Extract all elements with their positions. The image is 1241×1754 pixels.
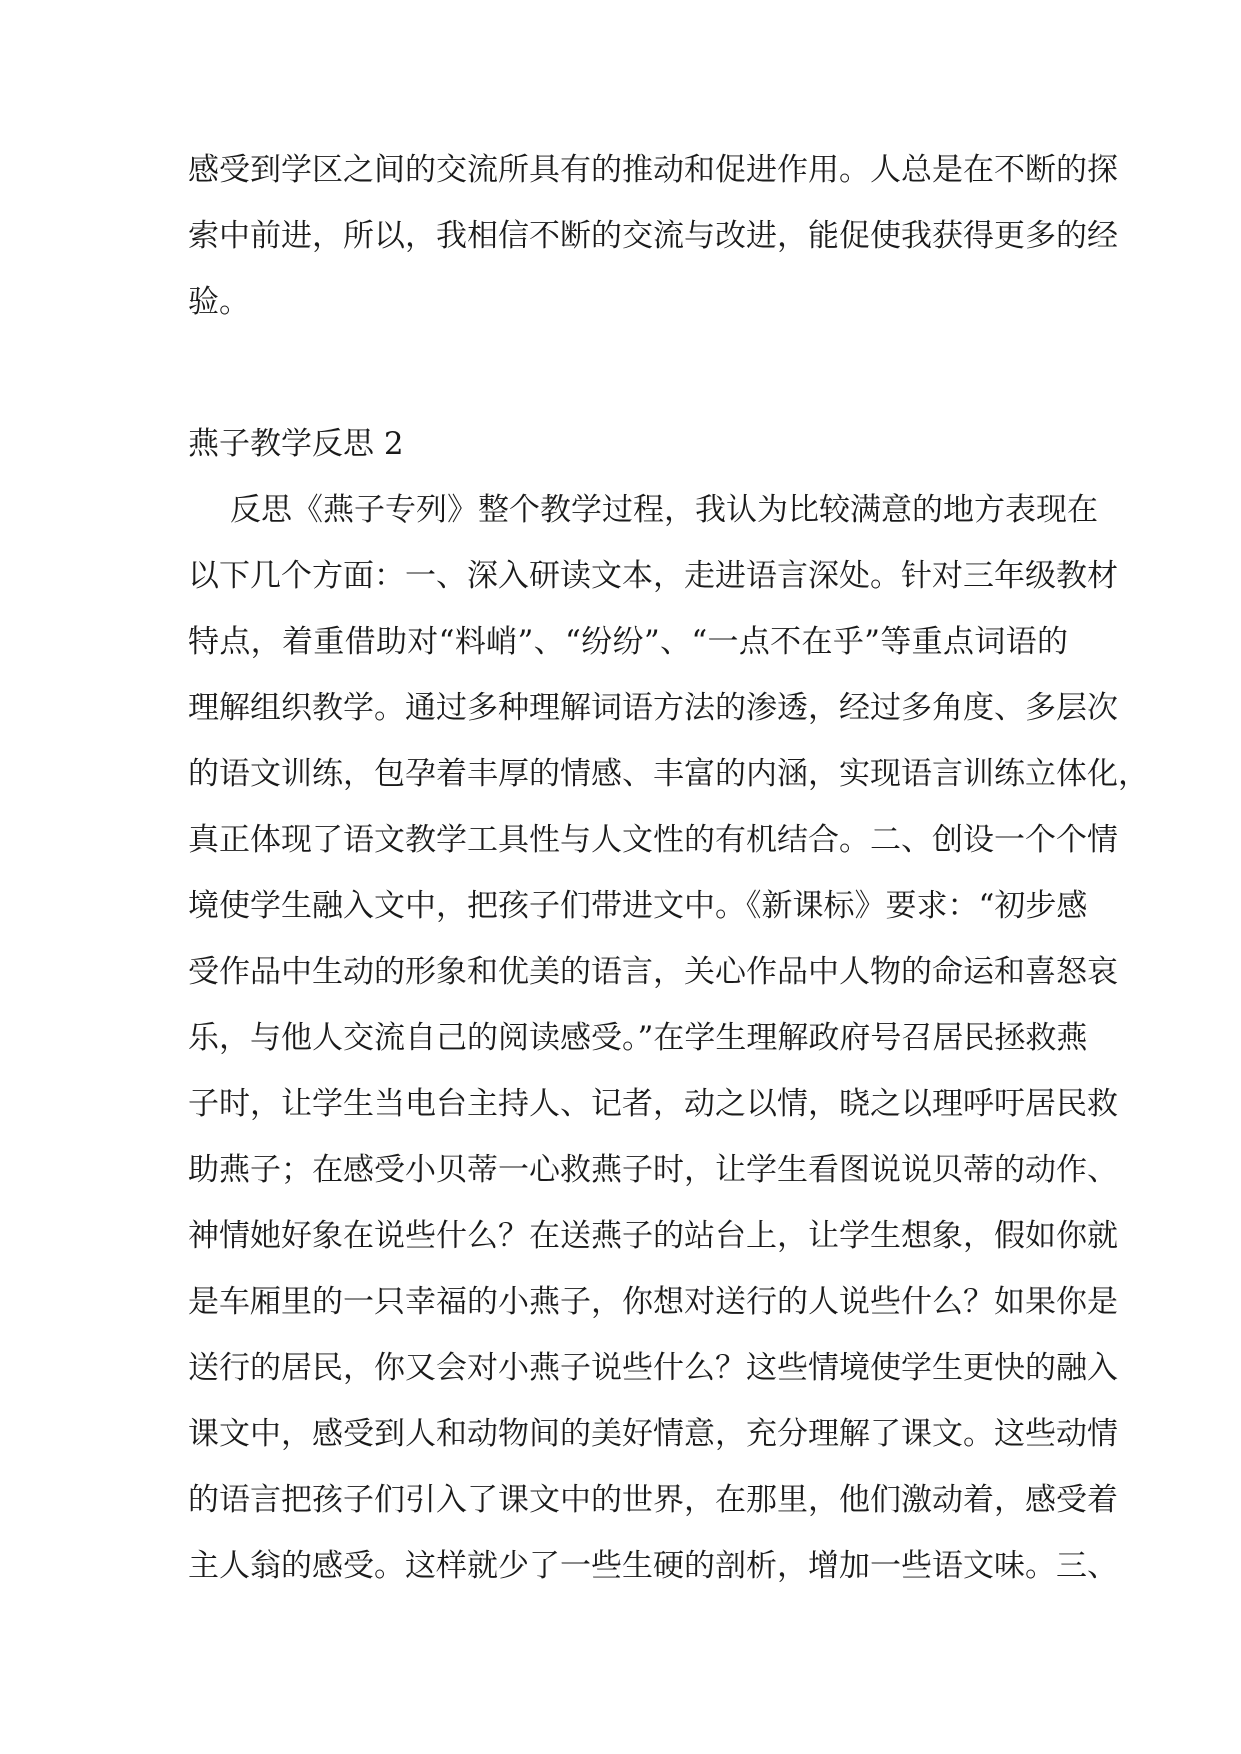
paragraph-line: 的语文训练，包孕着丰厚的情感、丰富的内涵，实现语言训练立体化， — [188, 756, 1149, 792]
paragraph-line: 课文中，感受到人和动物间的美好情意，充分理解了课文。这些动情 — [188, 1416, 1118, 1452]
paragraph-line: 受作品中生动的形象和优美的语言，关心作品中人物的命运和喜怒哀 — [188, 954, 1118, 990]
paragraph-line: 以下几个方面：一、深入研读文本，走进语言深处。针对三年级教材 — [188, 558, 1118, 594]
paragraph-line: 子时，让学生当电台主持人、记者，动之以情，晓之以理呼吁居民救 — [188, 1086, 1118, 1122]
paragraph-line: 送行的居民，你又会对小燕子说些什么？这些情境使学生更快的融入 — [188, 1350, 1118, 1386]
paragraph-line: 验。 — [188, 284, 250, 320]
paragraph-line: 助燕子；在感受小贝蒂一心救燕子时，让学生看图说说贝蒂的动作、 — [188, 1152, 1118, 1188]
paragraph-line: 境使学生融入文中，把孩子们带进文中。《新课标》要求：“初步感 — [188, 888, 1088, 924]
paragraph-line: 主人翁的感受。这样就少了一些生硬的剖析，增加一些语文味。三、 — [188, 1548, 1118, 1584]
paragraph-line: 理解组织教学。通过多种理解词语方法的渗透，经过多角度、多层次 — [188, 690, 1118, 726]
paragraph-line: 的语言把孩子们引入了课文中的世界，在那里，他们激动着，感受着 — [188, 1482, 1118, 1518]
paragraph-line: 索中前进，所以，我相信不断的交流与改进，能促使我获得更多的经 — [188, 218, 1118, 254]
section-heading: 燕子教学反思 2 — [188, 426, 404, 462]
paragraph-line: 特点，着重借助对“料峭”、“纷纷”、“一点不在乎”等重点词语的 — [188, 624, 1068, 660]
paragraph-line: 感受到学区之间的交流所具有的推动和促进作用。人总是在不断的探 — [188, 152, 1118, 188]
paragraph-line: 是车厢里的一只幸福的小燕子，你想对送行的人说些什么？如果你是 — [188, 1284, 1118, 1320]
paragraph-line: 反思《燕子专列》整个教学过程，我认为比较满意的地方表现在 — [230, 492, 1098, 528]
paragraph-line: 神情她好象在说些什么？在送燕子的站台上，让学生想象，假如你就 — [188, 1218, 1118, 1254]
paragraph-line: 乐，与他人交流自己的阅读感受。”在学生理解政府号召居民拯救燕 — [188, 1020, 1088, 1056]
paragraph-line: 真正体现了语文教学工具性与人文性的有机结合。二、创设一个个情 — [188, 822, 1118, 858]
